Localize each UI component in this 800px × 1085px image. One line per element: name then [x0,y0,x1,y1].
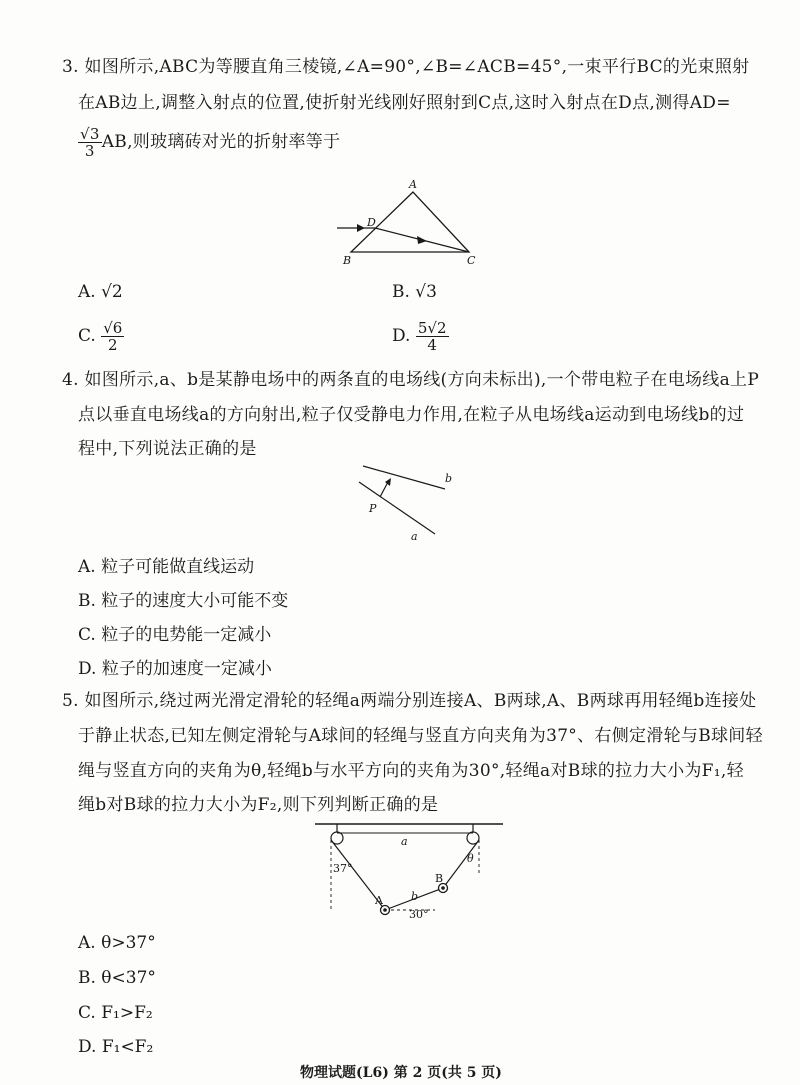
label-ball-A: A [375,894,383,907]
label-rope-b: b [411,890,419,903]
q3-option-a: A. √2 [78,282,123,302]
label-angle-37: 37° [333,862,353,875]
q4-field-lines-figure [345,462,465,544]
q3-line-3-text: AB,则玻璃砖对光的折射率等于 [101,132,341,152]
label-P: P [369,502,377,515]
label-a: a [411,530,418,543]
incident-arrow [357,224,365,232]
q4-line-2: 点以垂直电场线a的方向射出,粒子仅受静电力作用,在粒子从电场线a运动到电场线b的过 [78,405,745,425]
refracted-arrow [417,236,427,244]
label-ball-B: B [435,872,444,885]
q4-line-1: 4. 如图所示,a、b是某静电场中的两条直的电场线(方向未标出),一个带电粒子在电场线a上P [62,370,760,390]
label-B: B [343,254,352,267]
q5-option-c: C. F₁>F₂ [78,1003,153,1023]
q5-line-1: 5. 如图所示,绕过两光滑定滑轮的轻绳a两端分别连接A、B两球,A、B两球再用轻绳b连接处 [62,691,757,711]
label-C: C [467,254,476,267]
q5-pulley-figure [315,820,505,920]
q3-option-d: D. $\frac{5√2}{4}$ [392,319,447,354]
q3-option-c-fraction: $\frac{√6}{2}$ [103,319,123,354]
q5-line-3: 绳与竖直方向的夹角为θ,轻绳b与水平方向的夹角为30°,轻绳a对B球的拉力大小为F₁,轻 [78,761,744,781]
label-rope-a: a [401,835,408,848]
particle-velocity [380,482,388,497]
q4-option-a: A. 粒子可能做直线运动 [78,557,255,577]
q5-option-a: A. θ>37° [78,933,156,953]
ball-A-center [383,908,387,912]
q3-option-c: C. $\frac{√6}{2}$ [78,319,123,354]
q4-option-b: B. 粒子的速度大小可能不变 [78,591,289,611]
label-b: b [445,472,453,485]
q3-line-1: 3. 如图所示,ABC为等腰直角三棱镜,∠A=90°,∠B=∠ACB=45°,一束平行BC的光束照射 [62,57,750,77]
q3-line-3 [78,126,340,159]
q5-line-2: 于静止状态,已知左侧定滑轮与A球间的轻绳与竖直方向夹角为37°、右侧定滑轮与B球间轻 [78,726,763,746]
q3-option-d-fraction: $\frac{5√2}{4}$ [417,319,447,354]
ball-B-center [441,886,445,890]
q3-prism-figure [335,176,485,268]
q3-option-b: B. √3 [392,282,437,302]
q4-option-c: C. 粒子的电势能一定减小 [78,625,272,645]
label-angle-30: 30° [409,908,429,920]
q5-line-4: 绳b对B球的拉力大小为F₂,则下列判断正确的是 [78,795,439,815]
q3-fraction: $\frac{√3}{3}$ [80,125,100,160]
q5-option-d: D. F₁<F₂ [78,1037,154,1057]
q4-option-d: D. 粒子的加速度一定减小 [78,659,272,679]
label-D: D [367,216,376,229]
q4-line-3: 程中,下列说法正确的是 [78,439,257,459]
page-footer: 物理试题(L6) 第 2 页(共 5 页) [300,1065,502,1081]
field-line-b [363,466,445,489]
label-theta: θ [467,852,474,865]
label-A: A [409,178,417,191]
q5-option-b: B. θ<37° [78,968,156,988]
q3-line-2: 在AB边上,调整入射点的位置,使折射光线刚好照射到C点,这时入射点在D点,测得AD= [78,93,731,113]
